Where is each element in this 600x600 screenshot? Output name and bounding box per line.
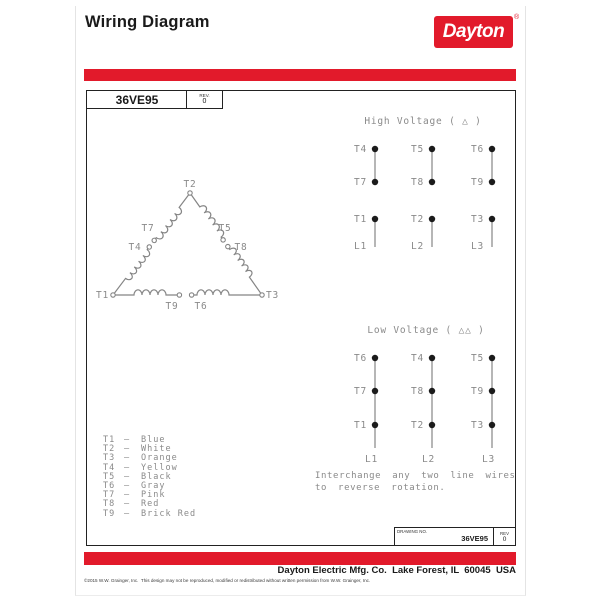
vertex-t3 xyxy=(260,293,264,297)
company-address-line: Dayton Electric Mfg. Co. Lake Forest, IL 60045 USA xyxy=(277,565,516,576)
dot-t7 xyxy=(372,388,378,394)
legend-dash: — xyxy=(124,435,131,445)
dot-t6 xyxy=(489,146,495,152)
legend-color: Red xyxy=(141,499,160,510)
label-t3: T3 xyxy=(266,290,280,301)
red-divider-bar-top xyxy=(84,69,516,81)
legend-dash: — xyxy=(124,462,131,473)
revision-label: REV xyxy=(499,530,510,536)
lv-label: L1 xyxy=(364,454,378,465)
legend-terminal: T9 xyxy=(103,508,116,519)
note-line-2: to reverse rotation. xyxy=(315,483,446,493)
hv-label: L3 xyxy=(470,241,484,252)
note-line-1: Interchange any two line wires xyxy=(315,471,516,481)
lv-label: T7 xyxy=(353,386,367,397)
low-voltage-diagram xyxy=(340,318,520,470)
dot-t3 xyxy=(489,216,495,222)
label-t4: T4 xyxy=(128,242,142,253)
revision-label: REV. xyxy=(199,93,210,98)
low-voltage-title: Low Voltage ( △△ ) xyxy=(367,325,485,336)
red-divider-bar-bottom xyxy=(84,552,516,565)
drawing-number-cell xyxy=(395,528,493,545)
hv-label: T6 xyxy=(470,144,484,155)
vertex-t2 xyxy=(188,191,192,195)
legend-dash: — xyxy=(124,453,131,464)
dayton-logo-text: Dayton xyxy=(442,21,505,42)
wire-color-legend xyxy=(103,436,196,519)
hv-label: L1 xyxy=(353,241,367,252)
dot-t2 xyxy=(429,422,435,428)
vertex-t1 xyxy=(111,293,115,297)
legend-terminal: T2 xyxy=(103,444,116,455)
lv-label: T1 xyxy=(353,420,367,431)
legend-terminal: T3 xyxy=(103,453,116,464)
winding-right-side xyxy=(188,190,266,296)
dot-t9 xyxy=(489,179,495,185)
legend-terminal: T6 xyxy=(103,480,116,491)
hv-label: T9 xyxy=(470,177,484,188)
lv-label: L3 xyxy=(481,454,495,465)
label-t8: T8 xyxy=(234,242,248,253)
label-t2: T2 xyxy=(183,179,197,190)
dot-t8 xyxy=(429,179,435,185)
label-t5: T5 xyxy=(218,223,232,234)
legend-dash: — xyxy=(124,444,131,455)
dot-t5 xyxy=(429,146,435,152)
legend-dash: — xyxy=(124,508,131,519)
dot-t3 xyxy=(489,422,495,428)
model-number-box: 36VE95 xyxy=(86,90,188,109)
hv-label: L2 xyxy=(410,241,424,252)
hv-label: T2 xyxy=(410,214,424,225)
hv-label: T3 xyxy=(470,214,484,225)
legend-color: Black xyxy=(141,471,172,482)
lv-label: T6 xyxy=(353,353,367,364)
legend-color: Brick Red xyxy=(141,508,197,519)
hv-label: T4 xyxy=(353,144,367,155)
revision-value: 0 xyxy=(202,98,207,105)
lv-label: T3 xyxy=(470,420,484,431)
legend-terminal: T5 xyxy=(103,471,116,482)
winding-left-side xyxy=(111,192,194,298)
dot-t1 xyxy=(372,422,378,428)
label-t1: T1 xyxy=(95,290,109,301)
dot-t6 xyxy=(372,355,378,361)
legend-terminal: T7 xyxy=(103,490,116,501)
label-t9: T9 xyxy=(165,301,179,312)
legend-color: Orange xyxy=(141,453,178,464)
dot-t2 xyxy=(429,216,435,222)
lv-label: L2 xyxy=(421,454,435,465)
legend-color: White xyxy=(141,444,172,455)
lv-label: T2 xyxy=(410,420,424,431)
legend-dash: — xyxy=(124,499,131,510)
winding-bottom-side xyxy=(113,290,262,297)
delta-winding-diagram xyxy=(85,160,285,325)
high-voltage-title: High Voltage ( △ ) xyxy=(364,116,482,127)
lv-label: T8 xyxy=(410,386,424,397)
drawing-number-label: DRAWING NO. xyxy=(397,529,428,534)
legend-dash: — xyxy=(124,480,131,491)
label-t7: T7 xyxy=(141,223,155,234)
revision-value: 0 xyxy=(502,535,507,543)
title-block xyxy=(394,527,516,546)
hv-label: T1 xyxy=(353,214,367,225)
legend-terminal: T4 xyxy=(103,462,116,473)
hv-label: T5 xyxy=(410,144,424,155)
high-voltage-diagram xyxy=(340,108,520,253)
copyright-text: ©2015 W.W. Grainger, Inc. This design may not be reproduced, modified or redistributed without written permission from W.W. Grainger, Inc. xyxy=(84,578,371,583)
legend-dash: — xyxy=(124,490,131,501)
hv-label: T8 xyxy=(410,177,424,188)
registered-trademark-symbol: ® xyxy=(514,14,520,21)
label-t6: T6 xyxy=(194,301,208,312)
page-title: Wiring Diagram xyxy=(85,13,210,31)
legend-dash: — xyxy=(124,471,131,482)
terminal-t6 xyxy=(189,293,193,297)
revision-cell xyxy=(493,528,515,545)
legend-terminal: T1 xyxy=(103,435,116,445)
drawing-number-value: 36VE95 xyxy=(461,534,488,543)
dot-t1 xyxy=(372,216,378,222)
legend-row xyxy=(103,510,196,519)
dayton-logo xyxy=(434,16,513,48)
dot-t7 xyxy=(372,179,378,185)
lv-label: T9 xyxy=(470,386,484,397)
dot-t9 xyxy=(489,388,495,394)
dot-t4 xyxy=(372,146,378,152)
lv-label: T4 xyxy=(410,353,424,364)
rotation-reversal-note xyxy=(315,470,520,494)
legend-color: Yellow xyxy=(141,462,178,473)
terminal-t9 xyxy=(177,293,181,297)
legend-color: Pink xyxy=(141,490,166,501)
dot-t4 xyxy=(429,355,435,361)
legend-color: Gray xyxy=(141,480,166,491)
revision-box xyxy=(186,90,223,109)
lv-label: T5 xyxy=(470,353,484,364)
dot-t5 xyxy=(489,355,495,361)
hv-label: T7 xyxy=(353,177,367,188)
legend-color: Blue xyxy=(141,435,166,445)
legend-terminal: T8 xyxy=(103,499,116,510)
dot-t8 xyxy=(429,388,435,394)
